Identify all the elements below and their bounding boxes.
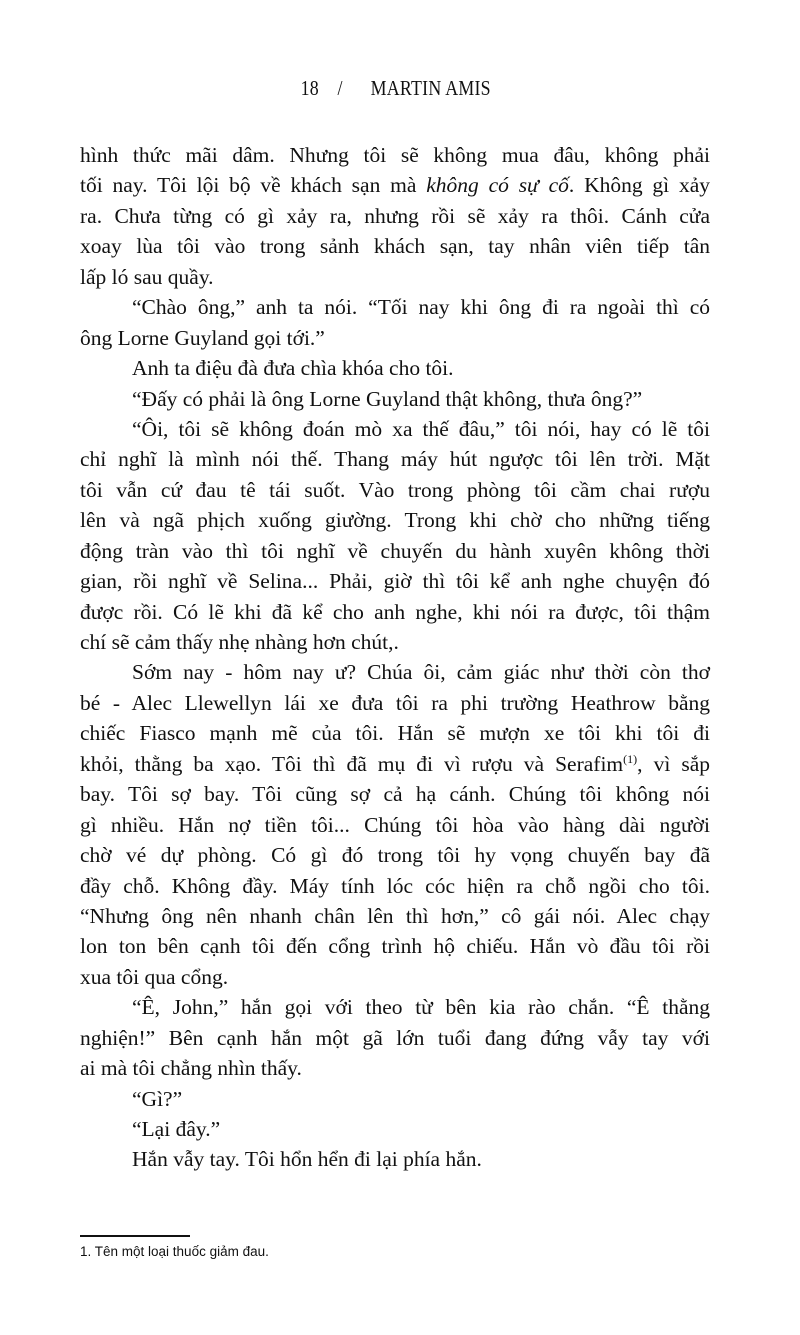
text-line: bay. Tôi sợ bay. Tôi cũng sợ cả hạ cánh. Chúng tôi không nói	[80, 782, 710, 807]
text-line: Sớm nay - hôm nay ư? Chúa ôi, cảm giác như thời còn thơ	[132, 660, 710, 685]
text-line: lên và ngã phịch xuống giường. Trong khi chờ cho những tiếng	[80, 508, 710, 533]
paragraph	[80, 140, 710, 292]
text-line: lấp ló sau quầy.	[80, 264, 214, 289]
paragraph	[80, 657, 710, 992]
text-line: “Chào ông,” anh ta nói. “Tối nay khi ông đi ra ngoài thì có	[132, 295, 710, 320]
italic-phrase: không có sự cố	[426, 173, 569, 198]
text-line: “Ê, John,” hắn gọi với theo từ bên kia rào chắn. “Ê thằng	[132, 995, 710, 1020]
text-line: “Gì?”	[132, 1086, 183, 1111]
text-segment: . Không gì xảy	[568, 173, 710, 198]
running-header	[0, 76, 800, 101]
text-line: chỉ nghĩ là mình nói thế. Thang máy hút ngược tôi lên trời. Mặt	[80, 447, 710, 472]
paragraph	[80, 384, 710, 414]
text-line: Anh ta điệu đà đưa chìa khóa cho tôi.	[132, 356, 454, 381]
text-segment: tối nay. Tôi lội bộ về khách sạn mà	[80, 173, 427, 198]
paragraph	[80, 1084, 710, 1114]
text-line	[80, 170, 710, 200]
text-line: ai mà tôi chẳng nhìn thấy.	[80, 1056, 302, 1081]
text-line: “Nhưng ông nên nhanh chân lên thì hơn,” cô gái nói. Alec chạy	[80, 903, 710, 928]
text-line: ra. Chưa từng có gì xảy ra, nhưng rồi sẽ xảy ra thôi. Cánh cửa	[80, 203, 710, 228]
page-number: 18	[300, 76, 319, 100]
text-line: lon ton bên cạnh tôi đến cổng trình hộ chiếu. Hắn vò đầu tôi rồi	[80, 934, 710, 959]
header-author: MARTIN AMIS	[370, 76, 491, 100]
text-line: hình thức mãi dâm. Nhưng tôi sẽ không mua đâu, không phải	[80, 143, 710, 167]
paragraph	[80, 1114, 710, 1144]
footnote: 1. Tên một loại thuốc giảm đau.	[80, 1244, 269, 1259]
paragraph	[80, 414, 710, 658]
text-line: được rồi. Có lẽ khi đã kể cho anh nghe, khi nói ra được, tôi thậm	[80, 599, 710, 624]
text-line: gì nhiều. Hắn nợ tiền tôi... Chúng tôi hòa vào hàng dài người	[80, 812, 710, 837]
text-line: xoay lùa tôi vào trong sảnh khách sạn, tay nhân viên tiếp tân	[80, 234, 710, 259]
text-line: xua tôi qua cổng.	[80, 964, 229, 989]
text-line: bé - Alec Llewellyn lái xe đưa tôi ra phi trường Heathrow bằng	[80, 690, 710, 715]
text-line: Hắn vẫy tay. Tôi hổn hển đi lại phía hắn.	[132, 1147, 482, 1172]
text-line: gian, rồi nghĩ về Selina... Phải, giờ thì tôi kể anh nghe chuyện đó	[80, 569, 710, 594]
text-line: “Lại đây.”	[132, 1117, 221, 1141]
text-line: ông Lorne Guyland gọi tới.”	[80, 325, 325, 350]
footnote-divider	[80, 1235, 190, 1237]
text-line	[80, 749, 710, 779]
text-line: chiếc Fiasco mạnh mẽ của tôi. Hắn sẽ mượn xe tôi khi tôi đi	[80, 721, 710, 746]
text-line: chờ vé dự phòng. Có gì đó trong tôi hy vọng chuyến bay đã	[80, 843, 710, 868]
paragraph	[80, 353, 710, 383]
body-text	[80, 140, 710, 1175]
paragraph	[80, 1144, 710, 1174]
text-line: nghiện!” Bên cạnh hắn một gã lớn tuổi đang đứng vẫy tay với	[80, 1025, 710, 1050]
text-segment: khỏi, thằng ba xạo. Tôi thì đã mụ đi vì rượu và Serafim	[80, 751, 624, 776]
paragraph	[80, 292, 710, 353]
text-line: “Ôi, tôi sẽ không đoán mò xa thế đâu,” tôi nói, hay có lẽ tôi	[132, 416, 710, 441]
text-segment: , vì sắp	[637, 751, 710, 776]
paragraph	[80, 992, 710, 1083]
header-separator: /	[337, 76, 343, 100]
footnote-reference: (1)	[623, 751, 638, 766]
text-line: “Đấy có phải là ông Lorne Guyland thật không, thưa ông?”	[132, 386, 643, 411]
text-line: tôi vẫn cứ đau tê tái suốt. Vào trong phòng tôi cầm chai rượu	[80, 477, 710, 502]
text-line: đầy chỗ. Không đầy. Máy tính lóc cóc hiện ra chỗ ngồi cho tôi.	[80, 873, 710, 898]
text-line: chí sẽ cảm thấy nhẹ nhàng hơn chút,.	[80, 630, 399, 654]
text-line: động tràn vào thì tôi nghĩ về chuyến du hành xuyên không thời	[80, 538, 710, 563]
